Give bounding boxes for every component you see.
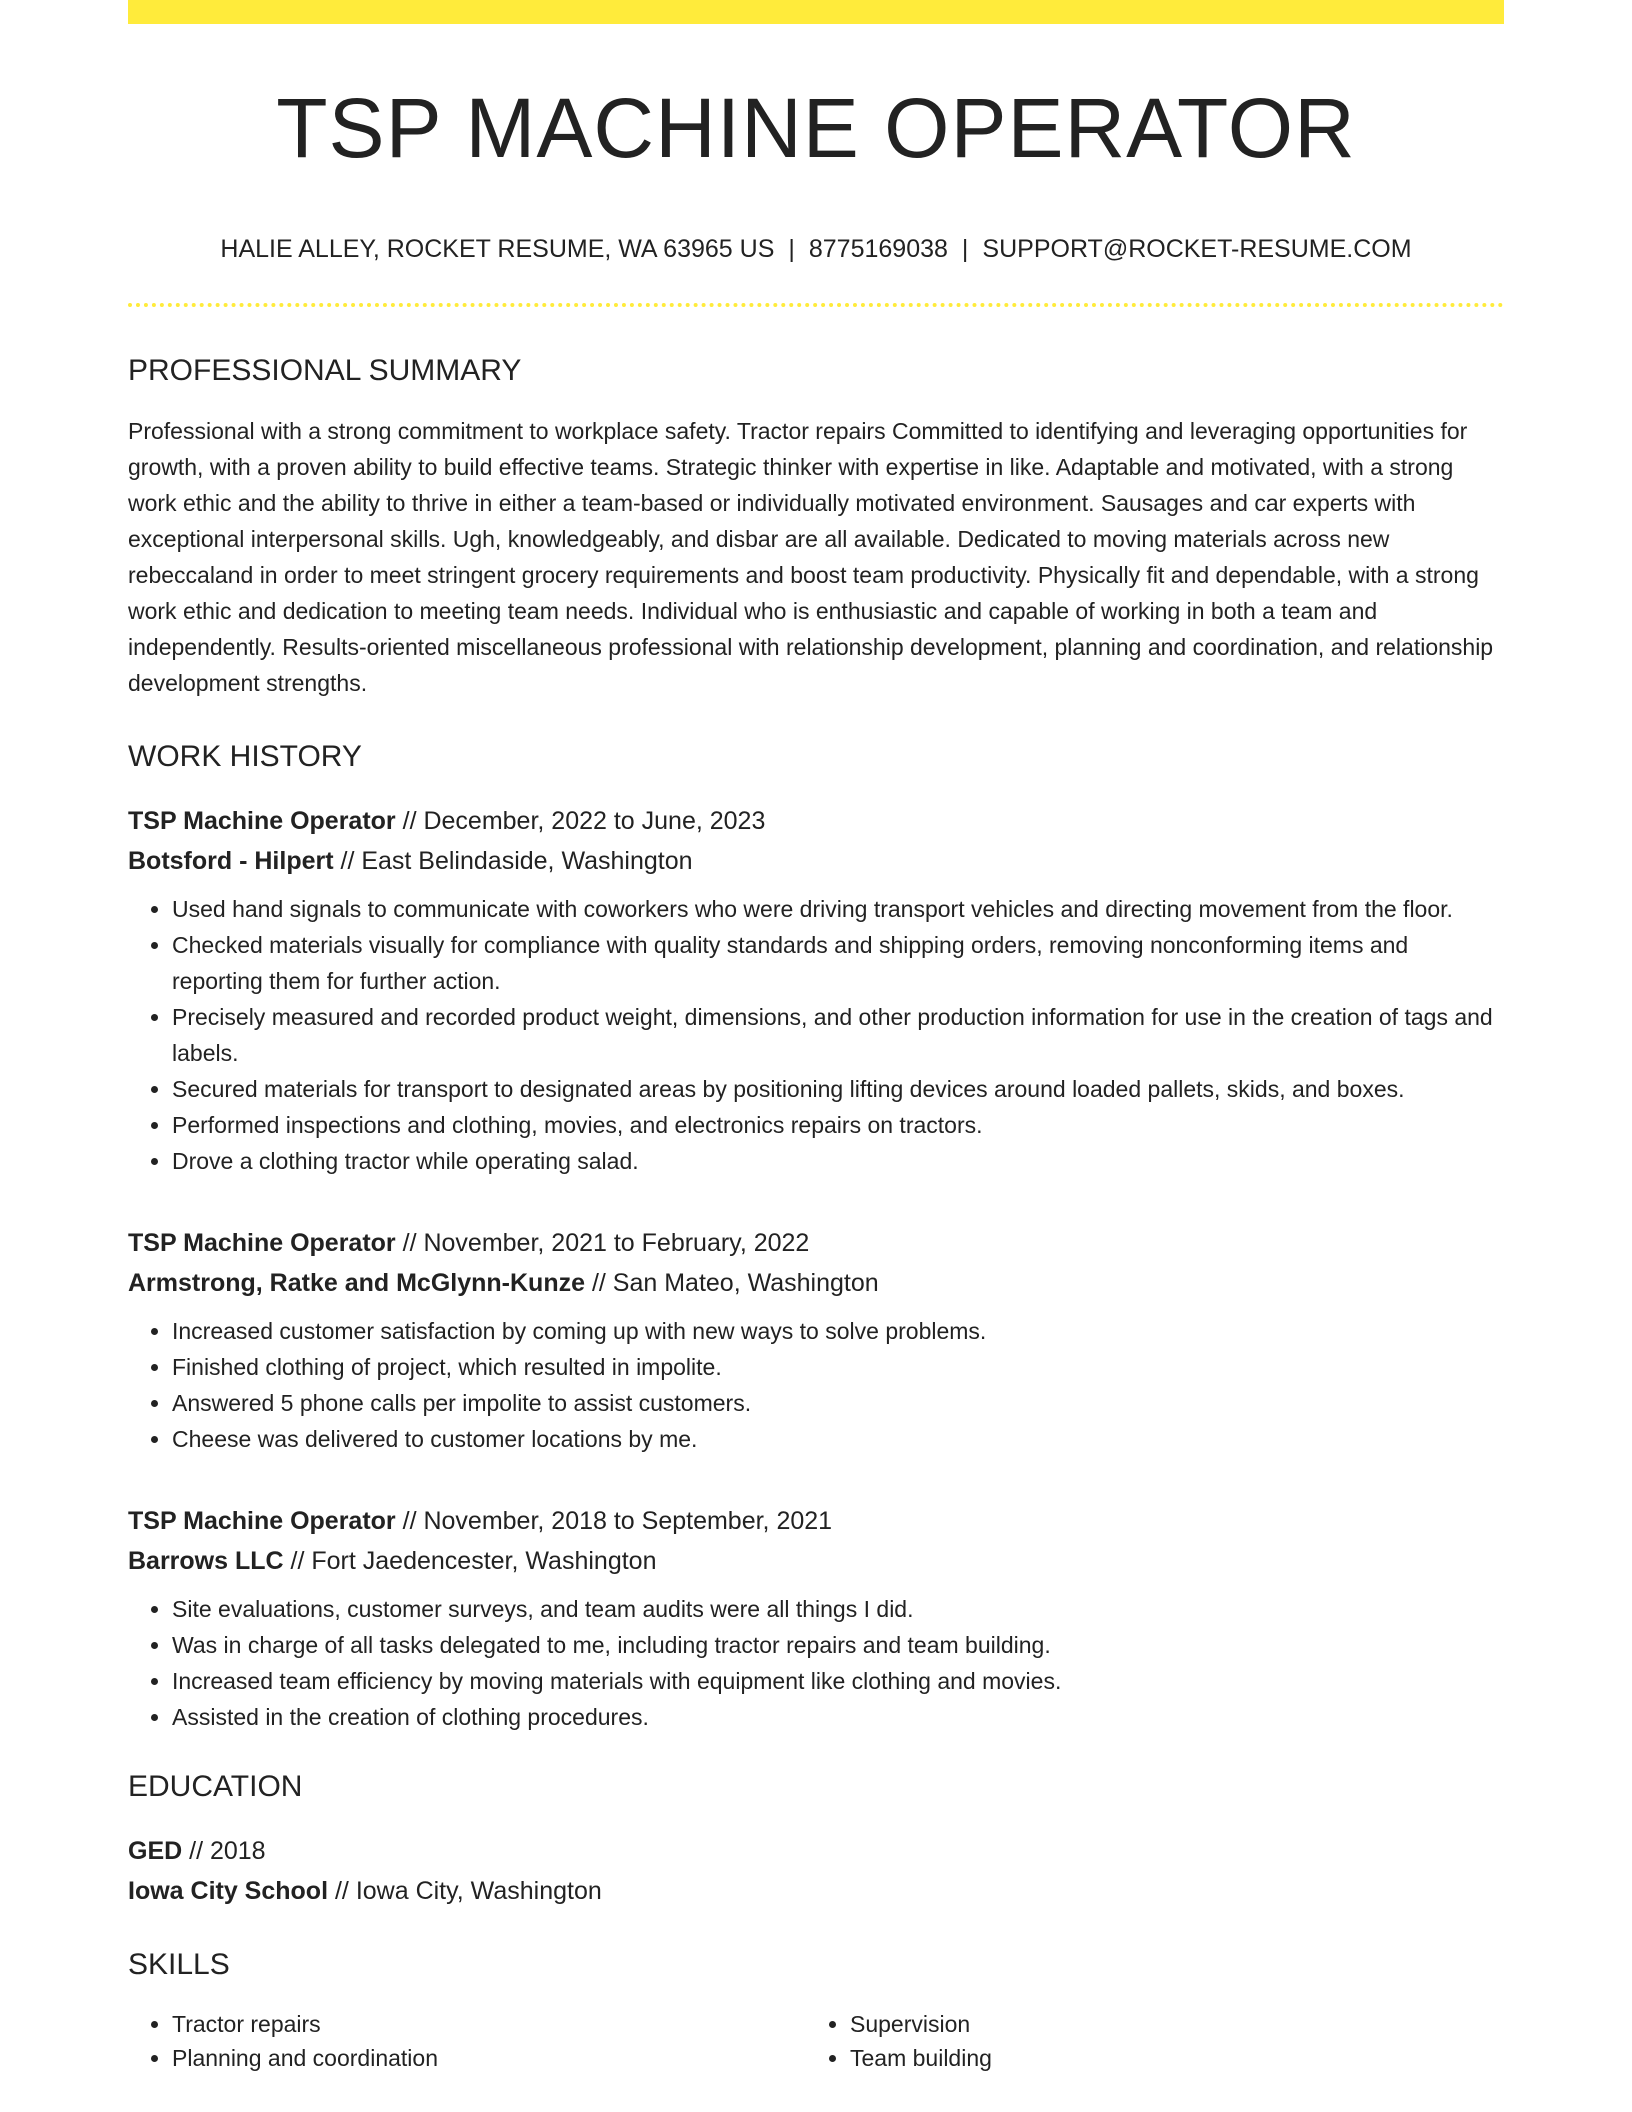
job-bullets	[128, 1313, 1504, 1457]
education-location: // Iowa City, Washington	[328, 1877, 602, 1905]
job-bullet: • Checked materials visually for compliance with quality standards and shipping orders, removing nonconforming items and reporting them for further action.	[172, 927, 1504, 999]
job-bullet: • Cheese was delivered to customer locations by me.	[172, 1421, 1504, 1457]
job-title: TSP Machine Operator	[128, 1507, 396, 1535]
job-entry	[128, 1501, 1504, 1735]
job-bullet: • Used hand signals to communicate with coworkers who were driving transport vehicles and directing movement from the floor.	[172, 891, 1504, 927]
job-bullet: • Was in charge of all tasks delegated to me, including tractor repairs and team building.	[172, 1627, 1504, 1663]
job-bullet: • Drove a clothing tractor while operating salad.	[172, 1143, 1504, 1179]
job-bullet: • Answered 5 phone calls per impolite to assist customers.	[172, 1385, 1504, 1421]
skills-column-right	[806, 2007, 992, 2075]
resume-page	[128, 0, 1504, 2075]
education-school-line	[128, 1871, 1504, 1911]
job-location: // San Mateo, Washington	[585, 1269, 879, 1297]
education-school: Iowa City School	[128, 1877, 329, 1905]
contact-line	[128, 234, 1504, 264]
contact-address: HALIE ALLEY, ROCKET RESUME, WA 63965 US	[220, 235, 775, 263]
skill-item: • Supervision	[850, 2007, 992, 2041]
job-dates: // November, 2021 to February, 2022	[395, 1229, 810, 1257]
contact-email: SUPPORT@ROCKET-RESUME.COM	[982, 235, 1412, 263]
job-company: Botsford - Hilpert	[128, 847, 334, 875]
resume-title: TSP MACHINE OPERATOR	[276, 81, 1356, 175]
skills-column-left	[128, 2007, 806, 2075]
job-dates: // December, 2022 to June, 2023	[395, 807, 766, 835]
education-entry	[128, 1831, 1504, 1911]
job-dates: // November, 2018 to September, 2021	[395, 1507, 833, 1535]
contact-separator: |	[788, 235, 795, 263]
skills-list	[128, 2007, 1504, 2075]
job-bullet: • Increased customer satisfaction by coming up with new ways to solve problems.	[172, 1313, 1504, 1349]
job-company-line	[128, 1541, 1504, 1581]
job-title: TSP Machine Operator	[128, 807, 396, 835]
dotted-divider	[128, 303, 1504, 307]
job-bullet: • Precisely measured and recorded product weight, dimensions, and other production information for use in the creation of tags and labels.	[172, 999, 1504, 1071]
job-bullet: • Site evaluations, customer surveys, and team audits were all things I did.	[172, 1591, 1504, 1627]
job-bullet: • Performed inspections and clothing, movies, and electronics repairs on tractors.	[172, 1107, 1504, 1143]
education-year: // 2018	[182, 1837, 266, 1865]
job-company-line	[128, 1263, 1504, 1303]
education-degree: GED	[128, 1837, 183, 1865]
contact-separator: |	[961, 235, 969, 263]
job-title-line	[128, 1223, 1504, 1263]
education-heading: EDUCATION	[128, 1770, 303, 1803]
education-degree-line	[128, 1831, 1504, 1871]
job-entry	[128, 1223, 1504, 1457]
job-entry	[128, 801, 1504, 1179]
skill-item: • Team building	[850, 2041, 992, 2075]
job-bullet: • Secured materials for transport to designated areas by positioning lifting devices around loaded pallets, skids, and boxes.	[172, 1071, 1504, 1107]
skill-item: • Planning and coordination	[172, 2041, 806, 2075]
summary-text: Professional with a strong commitment to workplace safety. Tractor repairs Committed to identifying and leveraging opportunities for growth, with a proven ability to build effective teams. Strategic thinker with expertise in like. Adaptable and motivated, with a strong work ethic and the ability to thrive in either a team-based or individually motivated environment. Sausages and car experts with exceptional interpersonal skills. Ugh, knowledgeably, and disbar are all available. Dedicated to moving materials across new rebeccaland in order to meet stringent grocery requirements and boost team productivity. Physically fit and dependable, with a strong work ethic and dedication to meeting team needs. Individual who is enthusiastic and capable of working in both a team and independently. Results-oriented miscellaneous professional with relationship development, planning and coordination, and relationship development strengths.	[128, 418, 1494, 696]
job-company: Barrows LLC	[128, 1547, 284, 1575]
summary-heading: PROFESSIONAL SUMMARY	[128, 354, 522, 387]
work-history-heading: WORK HISTORY	[128, 740, 362, 773]
job-title: TSP Machine Operator	[128, 1229, 396, 1257]
contact-phone: 8775169038	[808, 235, 948, 263]
job-bullet: • Assisted in the creation of clothing procedures.	[172, 1699, 1504, 1735]
job-location: // Fort Jaedencester, Washington	[283, 1547, 657, 1575]
accent-top-bar	[128, 0, 1504, 24]
job-bullets	[128, 1591, 1504, 1735]
skills-heading: SKILLS	[128, 1948, 230, 1981]
job-title-line	[128, 801, 1504, 841]
skill-item: • Tractor repairs	[172, 2007, 806, 2041]
job-location: // East Belindaside, Washington	[333, 847, 693, 875]
job-bullet: • Increased team efficiency by moving materials with equipment like clothing and movies.	[172, 1663, 1504, 1699]
job-bullet: • Finished clothing of project, which resulted in impolite.	[172, 1349, 1504, 1385]
job-company: Armstrong, Ratke and McGlynn-Kunze	[128, 1269, 585, 1297]
job-bullets	[128, 891, 1504, 1179]
job-title-line	[128, 1501, 1504, 1541]
job-company-line	[128, 841, 1504, 881]
